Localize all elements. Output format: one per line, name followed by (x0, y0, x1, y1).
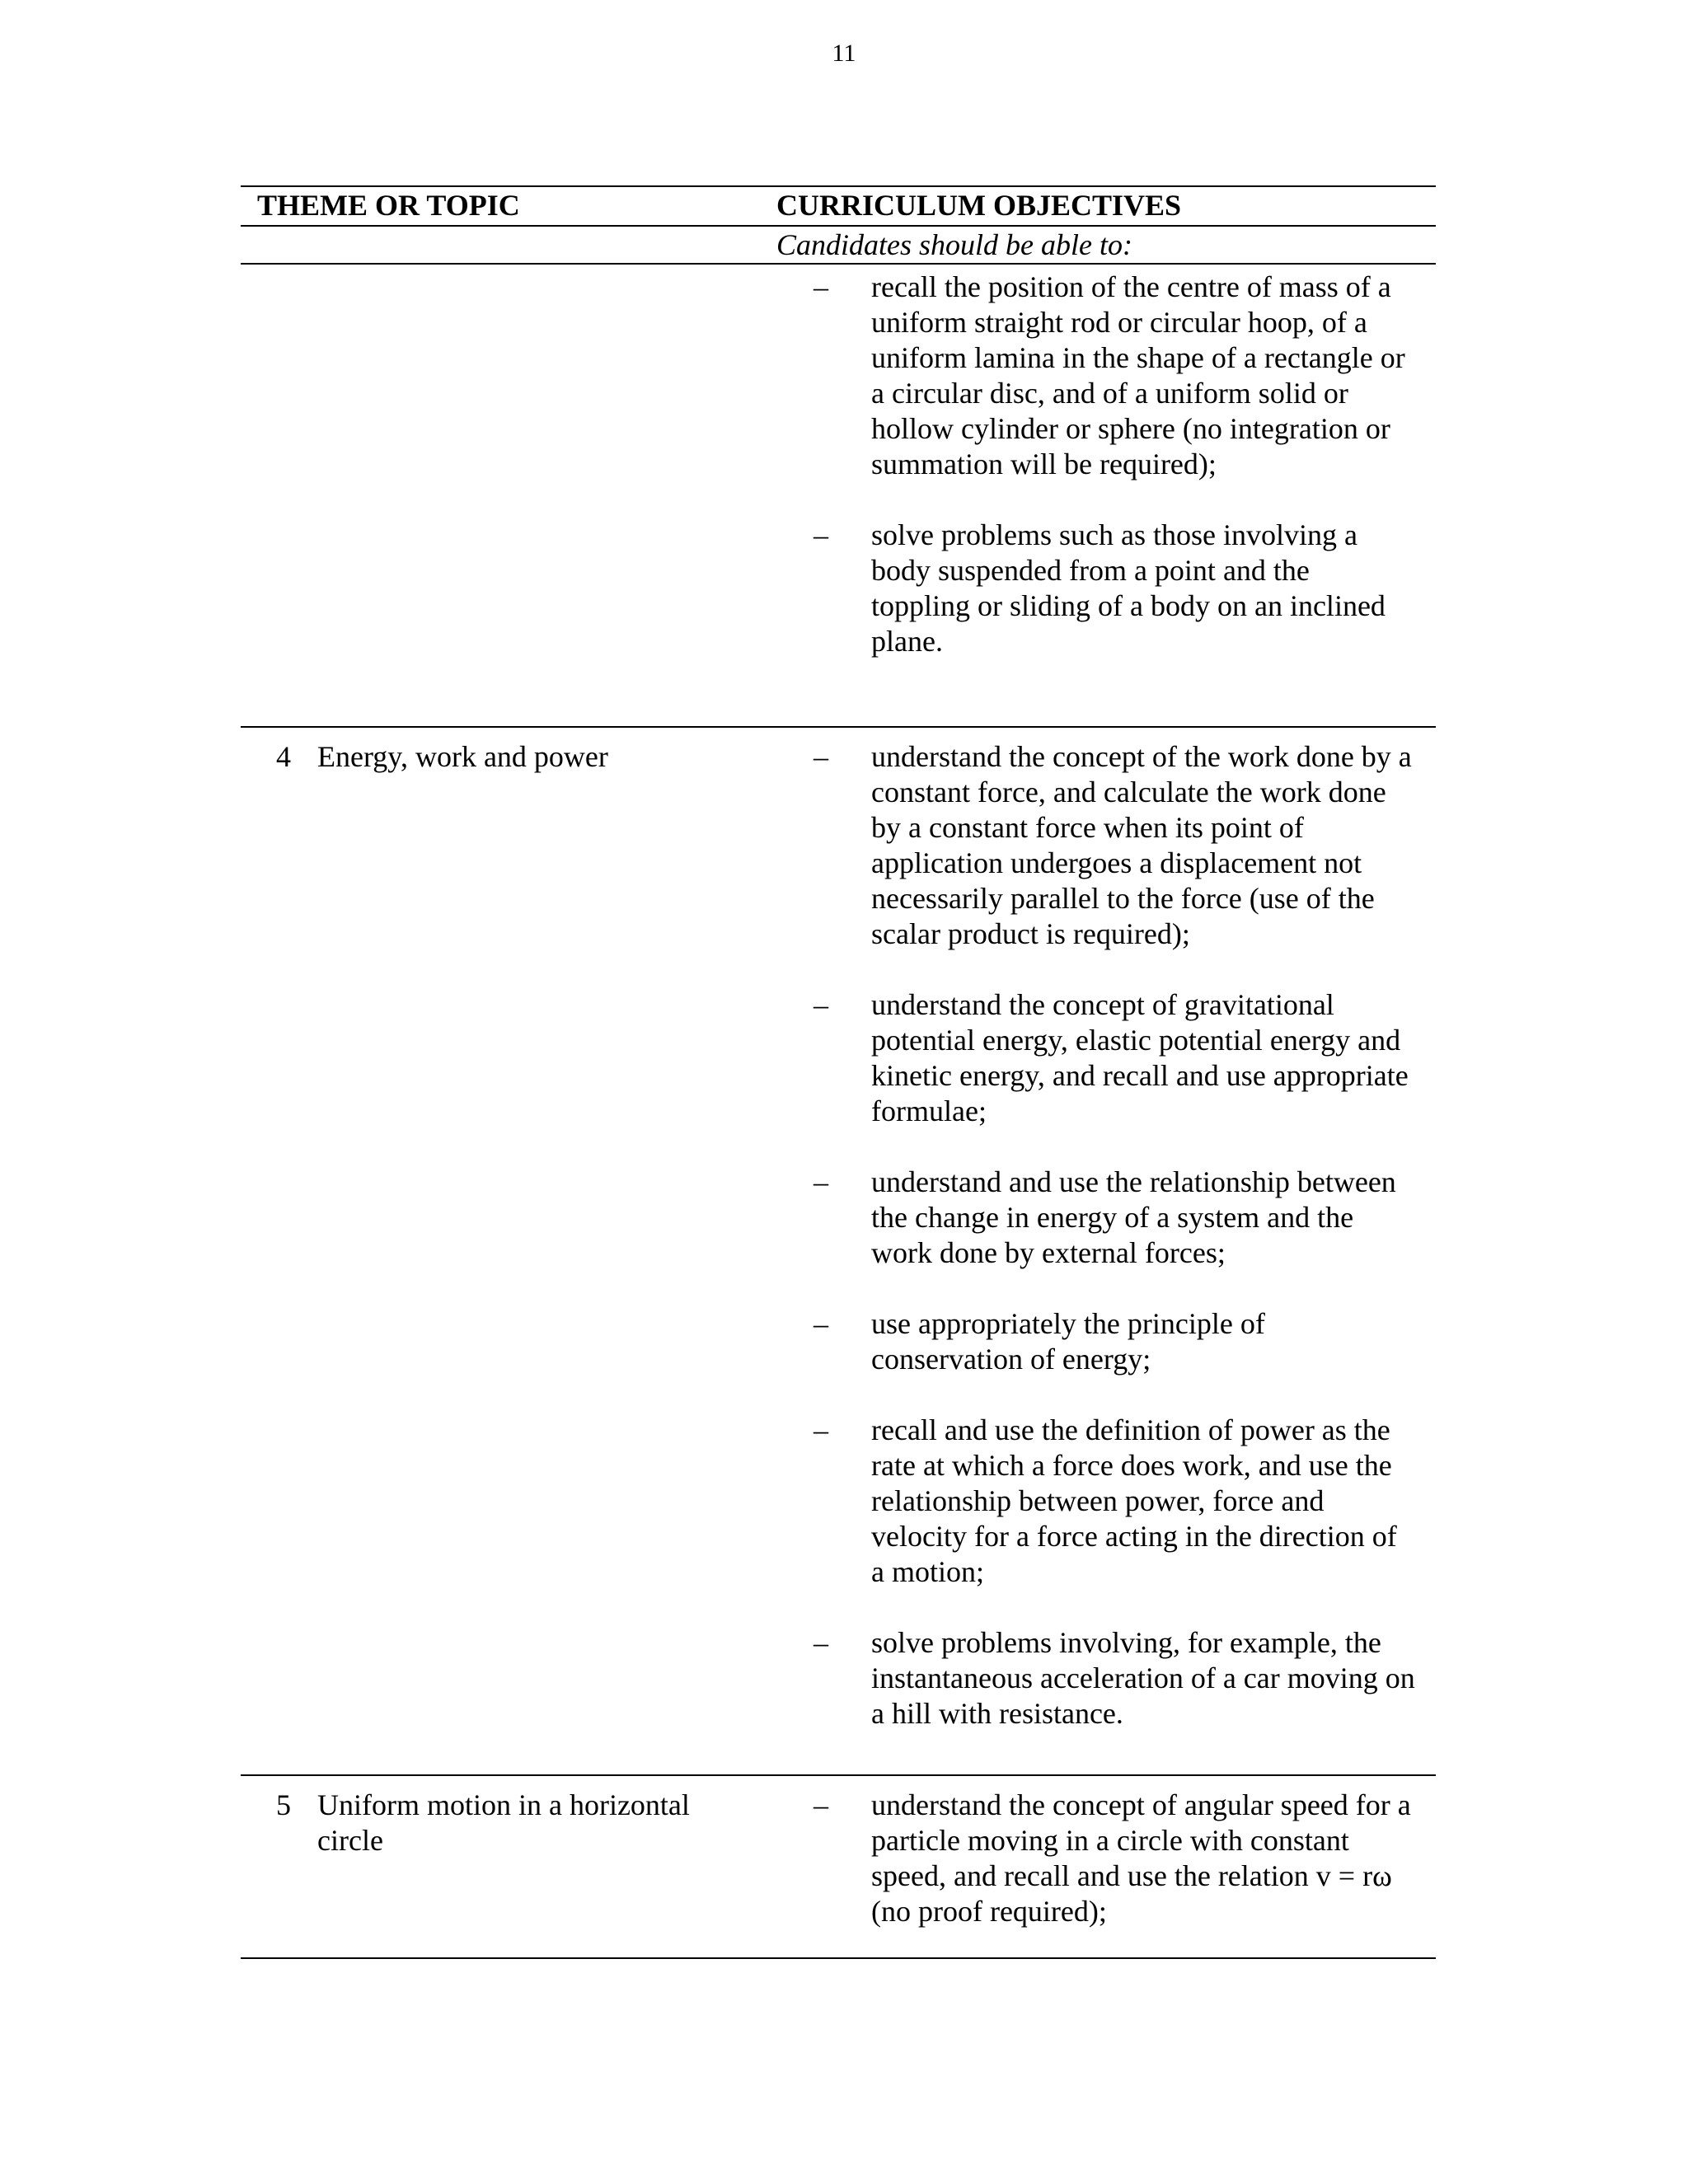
objective-item (776, 1625, 1436, 1732)
objective-text: solve problems such as those involving a body suspended from a point and the toppling or sliding of a body on an inclined plane. (871, 518, 1386, 658)
objective-item (776, 1788, 1436, 1929)
topic-number: 5 (276, 1788, 291, 1821)
sections-container (241, 265, 1436, 1959)
objective-item (776, 1306, 1436, 1377)
objective-bullet: – (814, 1788, 828, 1821)
objective-text: solve problems involving, for example, the instantaneous acceleration of a car moving on a hill with resistance. (871, 1626, 1415, 1730)
topic-name: Uniform motion in a horizontal circle (317, 1788, 690, 1857)
objectives-cell (776, 269, 1436, 726)
topic-cell (241, 269, 776, 726)
candidates-row-spacer (241, 227, 776, 263)
objective-text: recall the position of the centre of mass of a uniform straight rod or circular hoop, of a uniform lamina in the shape of a rectangle or a circular disc, and of a uniform solid or hollow cylinder or sphere (no integration or summation will be required); (871, 270, 1405, 480)
objective-text: use appropriately the principle of conservation of energy; (871, 1307, 1265, 1376)
objective-bullet: – (814, 1165, 828, 1198)
section-row (241, 728, 1436, 1774)
objective-item (776, 987, 1436, 1129)
objective-item (776, 518, 1436, 659)
objective-bullet: – (814, 1626, 828, 1659)
objective-text: recall and use the definition of power as the rate at which a force does work, and use the relationship between power, force and velocity for a force acting in the direction of a motion; (871, 1413, 1397, 1588)
topic-name (317, 269, 729, 726)
objective-bullet: – (814, 270, 828, 303)
curriculum-table (241, 185, 1436, 1959)
theme-or-topic-heading: THEME OR TOPIC (257, 189, 520, 222)
topic-cell (241, 739, 776, 1774)
objective-bullet: – (814, 518, 828, 551)
table-header-row (241, 187, 1436, 225)
objective-bullet: – (814, 1413, 828, 1446)
objectives-cell (776, 1788, 1436, 1957)
objective-item (776, 739, 1436, 952)
section-row (241, 1776, 1436, 1957)
objectives-cell (776, 739, 1436, 1774)
objective-item (776, 1413, 1436, 1590)
objective-bullet: – (814, 740, 828, 773)
objective-bullet: – (814, 1307, 828, 1340)
page-number: 11 (832, 40, 856, 67)
objective-text: understand the concept of the work done by a constant force, and calculate the work done by a constant force when its point of application undergoes a displacement not necessarily parallel to the force (use of the scalar product is required); (871, 740, 1412, 950)
objective-item (776, 1165, 1436, 1271)
topic-cell (241, 1788, 776, 1957)
objective-bullet: – (814, 988, 828, 1021)
objective-text: understand and use the relationship between the change in energy of a system and the work done by external forces; (871, 1165, 1396, 1269)
candidates-label: Candidates should be able to: (776, 228, 1132, 261)
objective-text: understand the concept of gravitational potential energy, elastic potential energy and kinetic energy, and recall and use appropriate formulae; (871, 988, 1409, 1127)
section-rule (241, 1957, 1436, 1959)
objective-item (776, 269, 1436, 482)
topic-name: Energy, work and power (317, 740, 608, 773)
topic-number: 4 (276, 740, 291, 773)
objective-text: understand the concept of angular speed for a particle moving in a circle with constant speed, and recall and use the relation v = rω (no proof required); (871, 1788, 1411, 1928)
candidates-row (241, 227, 1436, 263)
topic-number (241, 269, 317, 726)
curriculum-objectives-heading: CURRICULUM OBJECTIVES (776, 189, 1182, 222)
section-row (241, 265, 1436, 726)
